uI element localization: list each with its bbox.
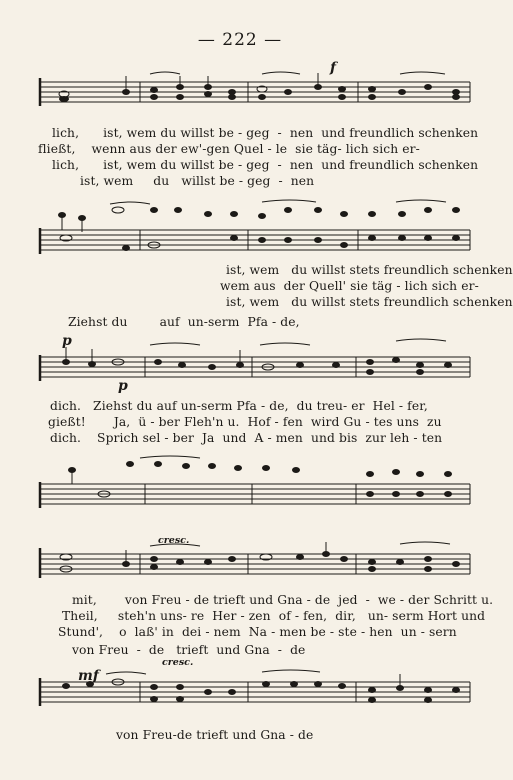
dynamic-marking: p (118, 378, 128, 394)
lyric-line: fließt, wenn aus der ew'-gen Quel - le sie täg- lich sich er- (38, 142, 420, 156)
dynamic-marking: f (330, 60, 337, 76)
lyric-line: Ziehst du auf un-serm Pfa - de, (68, 315, 300, 329)
page-number: — 222 — (197, 30, 283, 50)
lyric-line: von Freu - de trieft und Gna - de (72, 643, 306, 657)
lyric-line: dich. Sprich sel - ber Ja und A - men und bis zur leh - ten (50, 431, 443, 445)
lyric-line: ist, wem du willst stets freundlich schenken (226, 263, 513, 277)
lyric-line: gießt! Ja, ü - ber Fleh'n u. Hof - fen wird Gu - tes uns zu (48, 415, 442, 429)
staff-system-1-upper (0, 70, 480, 120)
lyric-line: Stund', o laß' in dei - nem Na - men be - ste - hen un - sern (58, 625, 457, 639)
staff-system-2-lower (0, 450, 480, 510)
lyric-line: Theil, steh'n uns- re Her - zen of - fen, dir, un- serm Hort und (62, 609, 486, 623)
dynamic-marking: p (62, 333, 72, 349)
dynamic-marking: mf (78, 668, 99, 684)
staff-system-2-upper (0, 335, 480, 395)
lyric-line: dich. Ziehst du auf un-serm Pfa - de, du treu- er Hel - fer, (50, 399, 428, 413)
staff-system-1-lower (0, 200, 480, 260)
lyric-line: ist, wem du willst be - geg - nen (80, 174, 315, 188)
dynamic-marking: cresc. (162, 657, 194, 668)
lyric-line: lich, ist, wem du willst be - geg - nen und freundlich schenken (52, 126, 479, 140)
staff-system-3-lower (0, 664, 480, 724)
lyric-line: mit, von Freu - de trieft und Gna - de jed - we - der Schritt u. (72, 593, 494, 607)
lyric-line: ist, wem du willst stets freundlich schenken (226, 295, 513, 309)
lyric-line: wem aus der Quell' sie täg - lich sich er- (220, 279, 479, 293)
lyric-line: lich, ist, wem du willst be - geg - nen und freundlich schenken (52, 158, 479, 172)
dynamic-marking: cresc. (158, 535, 190, 546)
staff-system-3-upper (0, 540, 480, 590)
lyric-line: von Freu-de trieft und Gna - de (116, 728, 314, 742)
